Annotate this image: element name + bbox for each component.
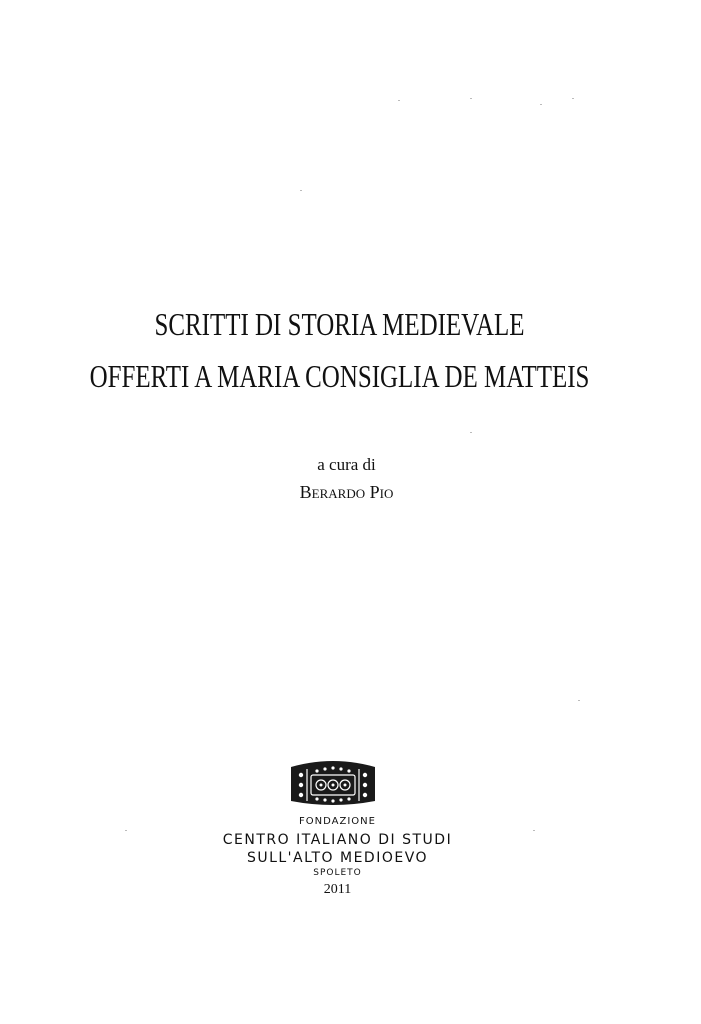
scan-speck — [300, 190, 302, 191]
scan-speck — [470, 98, 472, 99]
scan-speck — [578, 700, 580, 701]
scan-speck — [470, 432, 472, 433]
scan-speck — [125, 830, 127, 831]
scan-speck — [540, 104, 542, 105]
publisher-logo-icon — [287, 757, 379, 807]
publisher-city: SPOLETO — [313, 868, 362, 878]
scan-speck — [572, 98, 574, 99]
scan-speck — [398, 100, 400, 101]
book-title-line-1: SCRITTI DI STORIA MEDIEVALE — [154, 306, 525, 342]
publisher-name-line-1: CENTRO ITALIANO DI STUDI — [222, 832, 453, 848]
publisher-name-line-2: SULL'ALTO MEDIOEVO — [246, 850, 429, 866]
book-title-line-2: OFFERTI A MARIA CONSIGLIA DE MATTEIS — [89, 358, 590, 394]
edited-by-label: a cura di — [317, 455, 376, 474]
publisher-foundation: FONDAZIONE — [299, 816, 376, 827]
publication-year: 2011 — [323, 882, 352, 897]
editor-name: Berardo Pio — [299, 482, 394, 502]
scan-speck — [533, 830, 535, 831]
